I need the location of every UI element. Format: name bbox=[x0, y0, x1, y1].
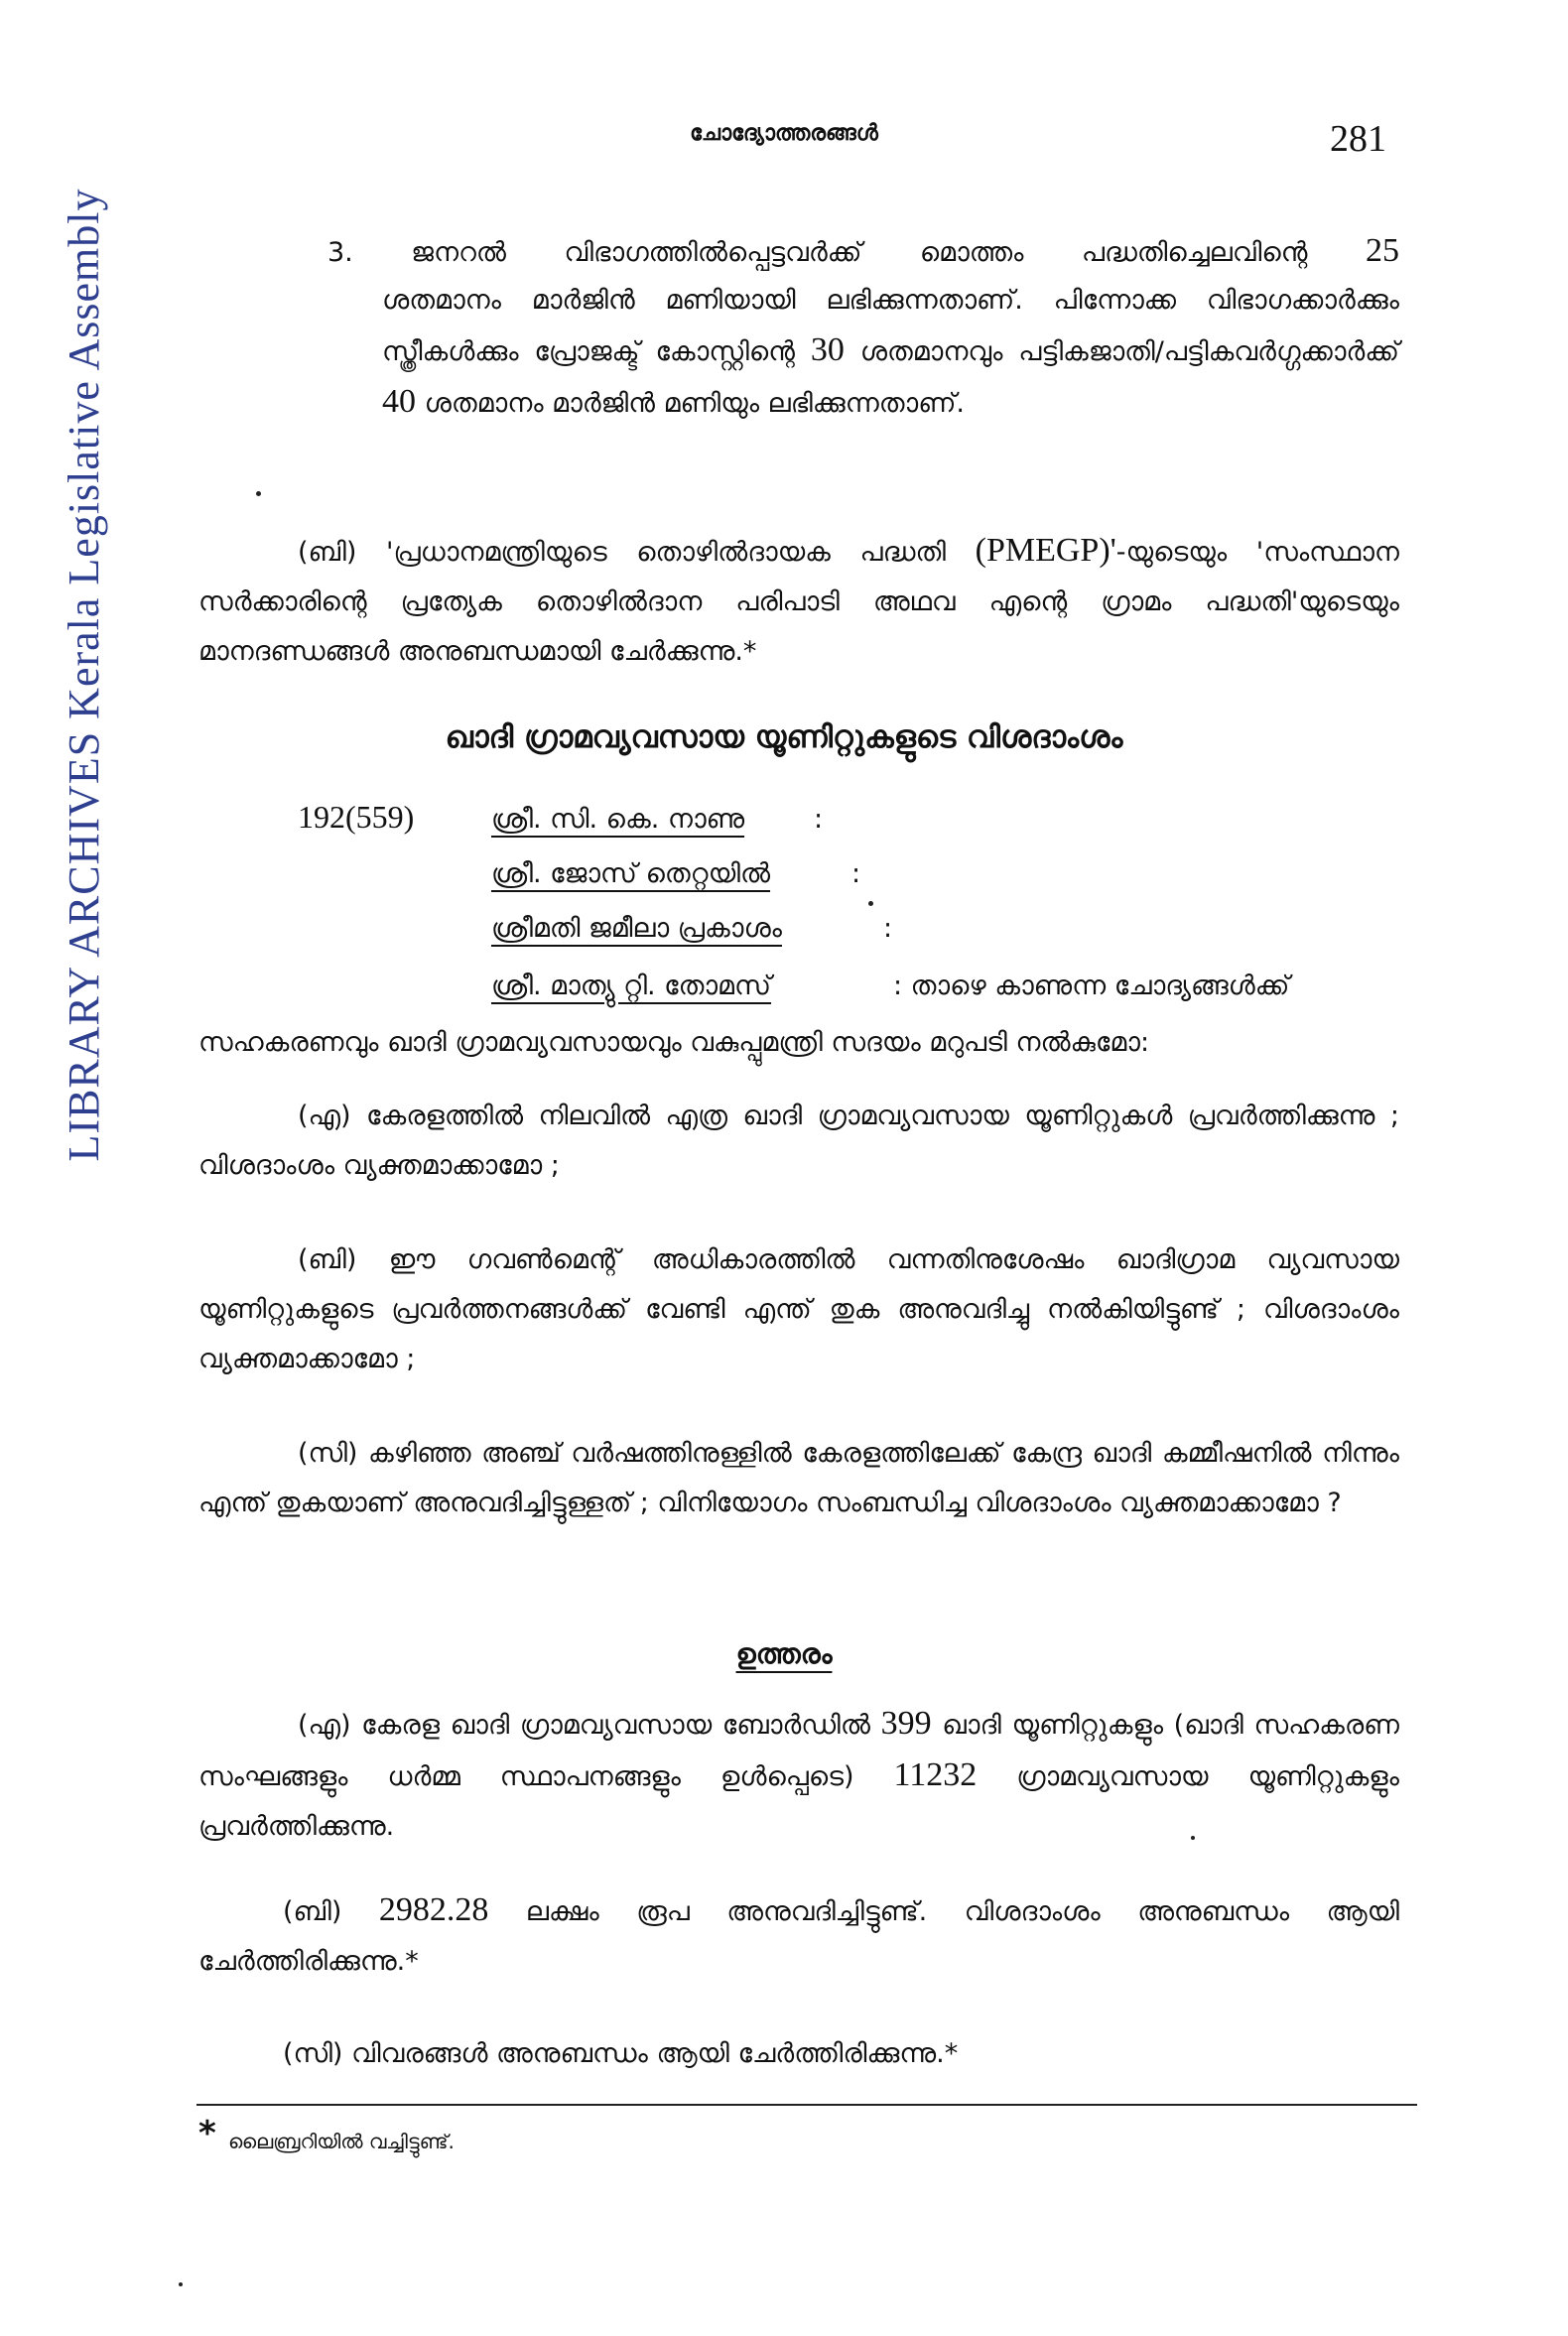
answer-heading: ഉത്തരം bbox=[735, 1637, 833, 1670]
member-name-3: ശ്രീമതി ജമീലാ പ്രകാശം bbox=[491, 913, 782, 944]
answer-a-text-b: ഖാദി യൂണിറ്റുകളും (ഖാദി സഹകരണ സംഘങ്ങളും ധർമ്മ സ്ഥാപനങ്ങളും ഉൾപ്പെടെ) bbox=[198, 1710, 1399, 1792]
answer-a-village-units: 11232 bbox=[893, 1756, 978, 1793]
library-watermark: LIBRARY ARCHIVES Kerala Legislative Assembly bbox=[60, 188, 108, 1162]
member-name-2: ശ്രീ. ജോസ് തെറ്റയിൽ bbox=[491, 858, 771, 889]
member-name-4: ശ്രീ. മാത്യു റ്റി. തോമസ് bbox=[491, 971, 772, 1001]
question-number: 192(559) bbox=[298, 799, 415, 835]
point-3-body-text-a: ശതമാനം മാർജിൻ മണിയായി ലഭിക്കുന്നതാണ്. പിന്നോക്ക വിഭാഗക്കാർക്കും സ്ത്രീകൾക്കും പ്രോജക്ട് കോസ്റ്റിന്റെ bbox=[382, 285, 1399, 367]
answer-b-label: (ബി) bbox=[283, 1896, 342, 1927]
answer-a-khadi-units: 399 bbox=[880, 1705, 932, 1742]
answer-a bbox=[198, 1699, 1399, 1852]
para-b-pmegp bbox=[198, 526, 1399, 677]
question-intro-tail: : താഴെ കാണുന്ന ചോദ്യങ്ങൾക്ക് bbox=[893, 971, 1290, 1001]
question-item-b bbox=[198, 1235, 1399, 1384]
question-item-a bbox=[198, 1092, 1399, 1191]
para-b-text-b: -യുടെയും 'സംസ്ഥാന സർക്കാരിന്റെ പ്രത്യേക തൊഴിൽദാന പരിപാടി അഥവ എന്റെ ഗ്രാമം പദ്ധതി'യുടെയും മാനദണ്ഡങ്ങൾ അനുബന്ധമായി ചേർക്കുന്നു.* bbox=[198, 537, 1399, 667]
para-b-text-a: 'പ്രധാനമന്ത്രിയുടെ തൊഴിൽദായക പദ്ധതി bbox=[386, 537, 947, 568]
question-item-a-label: (എ) bbox=[298, 1101, 351, 1131]
answer-c-text: വിവരങ്ങൾ അനുബന്ധം ആയി ചേർത്തിരിക്കുന്നു.* bbox=[351, 2038, 959, 2069]
pmegp-acronym: (PMEGP)' bbox=[975, 532, 1116, 569]
question-item-c bbox=[198, 1429, 1399, 1528]
footnote-text: ലൈബ്രറിയിൽ വച്ചിട്ടുണ്ട്. bbox=[228, 2130, 455, 2153]
question-item-c-label: (സി) bbox=[298, 1438, 358, 1469]
answer-c-label: (സി) bbox=[283, 2038, 343, 2069]
member-colon-1: : bbox=[814, 804, 824, 835]
footnote-divider bbox=[196, 2104, 1417, 2106]
question-item-b-label: (ബി) bbox=[298, 1244, 357, 1275]
answer-b bbox=[198, 1885, 1399, 1987]
point-3-body-text-b: ശതമാനവും പട്ടികജാതി/പട്ടികവർഗ്ഗക്കാർക്ക് bbox=[859, 336, 1399, 367]
answer-a-label: (എ) bbox=[298, 1710, 351, 1741]
para-b-label: (ബി) bbox=[298, 537, 357, 568]
point-3-line1-text: ജനറൽ വിഭാഗത്തിൽപ്പെട്ടവർക്ക് മൊത്തം പദ്ധതിച്ചെലവിന്റെ bbox=[411, 237, 1308, 268]
question-item-c-text: കഴിഞ്ഞ അഞ്ച് വർഷത്തിനുള്ളിൽ കേരളത്തിലേക്ക് കേന്ദ്ര ഖാദി കമ്മീഷനിൽ നിന്നും എന്ത് തുകയാണ് അനുവദിച്ചിട്ടുള്ളത് ; വിനിയോഗം സംബന്ധിച്ച വിശദാംശം വ്യക്തമാക്കാമോ ? bbox=[198, 1438, 1399, 1518]
point-3-percent-30: 30 bbox=[810, 331, 845, 368]
answer-c bbox=[283, 2029, 1399, 2079]
scan-speck bbox=[1191, 1836, 1195, 1840]
running-header: ചോദ്യോത്തരങ്ങൾ bbox=[690, 121, 878, 146]
member-name-1: ശ്രീ. സി. കെ. നാണു bbox=[491, 804, 745, 835]
footnote-marker: * bbox=[198, 2114, 216, 2153]
point-3-percent-25: 25 bbox=[1366, 232, 1400, 269]
point-3-body bbox=[382, 276, 1399, 429]
member-colon-2: : bbox=[851, 858, 861, 889]
answer-b-text: ലക്ഷം രൂപ അനുവദിച്ചിട്ടുണ്ട്. വിശദാംശം അനുബന്ധം ആയി ചേർത്തിരിക്കുന്നു.* bbox=[198, 1896, 1399, 1977]
page-number: 281 bbox=[1330, 118, 1386, 160]
scan-speck bbox=[256, 491, 261, 496]
scan-speck bbox=[868, 901, 873, 906]
question-item-a-text: കേരളത്തിൽ നിലവിൽ എത്ര ഖാദി ഗ്രാമവ്യവസായ യൂണിറ്റുകൾ പ്രവർത്തിക്കുന്നു ; വിശദാംശം വ്യക്തമാക്കാമോ ; bbox=[198, 1101, 1399, 1181]
point-3-body-text-c: ശതമാനം മാർജിൻ മണിയും ലഭിക്കുന്നതാണ്. bbox=[424, 388, 966, 419]
member-colon-3: : bbox=[883, 913, 893, 944]
question-intro-line2: സഹകരണവും ഖാദി ഗ്രാമവ്യവസായവും വകുപ്പുമന്ത്രി സദയം മറുപടി നൽകുമോ: bbox=[198, 1027, 1150, 1058]
question-item-b-text: ഈ ഗവൺമെന്റ് അധികാരത്തിൽ വന്നതിനുശേഷം ഖാദിഗ്രാമ വ്യവസായ യൂണിറ്റുകളുടെ പ്രവർത്തനങ്ങൾക്ക് വേണ്ടി എന്ത് തുക അനുവദിച്ചു നൽകിയിട്ടുണ്ട് ; വിശദാംശം വ്യക്തമാക്കാമോ ; bbox=[198, 1244, 1399, 1374]
answer-a-text-c: ഗ്രാമവ്യവസായ യൂണിറ്റുകളും പ്രവർത്തിക്കുന്നു. bbox=[198, 1761, 1399, 1842]
point-3-line1 bbox=[327, 226, 1399, 278]
answer-b-amount: 2982.28 bbox=[378, 1891, 489, 1928]
point-3-number: 3. bbox=[327, 237, 353, 268]
point-3-percent-40: 40 bbox=[382, 383, 416, 420]
scan-speck bbox=[179, 2282, 183, 2286]
answer-a-text-a: കേരള ഖാദി ഗ്രാമവ്യവസായ ബോർഡിൽ bbox=[361, 1710, 870, 1741]
question-heading: ഖാദി ഗ്രാമവ്യവസായ യൂണിറ്റുകളുടെ വിശദാംശം bbox=[445, 719, 1123, 755]
